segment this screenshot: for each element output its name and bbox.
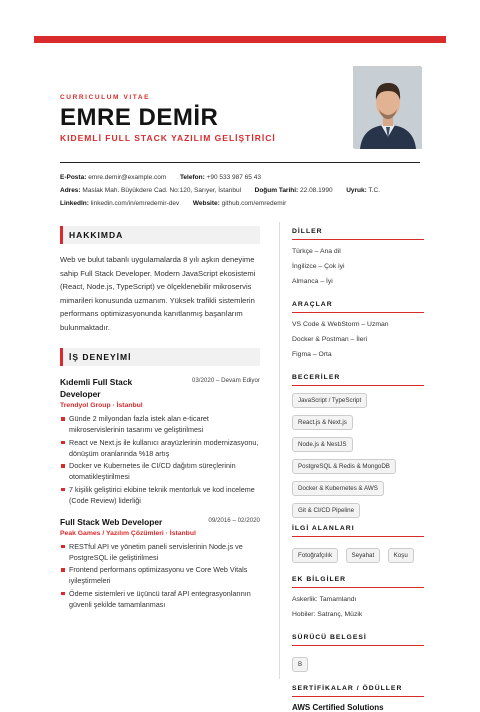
interests-list (292, 544, 424, 570)
phone-label: Telefon: (179, 174, 205, 181)
experience-heading: İŞ DENEYİMİ (60, 348, 260, 366)
nationality-value: T.C. (368, 187, 381, 194)
extra-heading: EK BİLGİLER (292, 576, 424, 588)
cert-item: AWS Certified Solutions (292, 703, 384, 712)
website-label: Website: (192, 200, 220, 207)
job-entry (60, 516, 260, 610)
certs-heading: SERTİFİKALAR / ÖDÜLLER (292, 685, 424, 697)
job-bullet: Günde 2 milyondan fazla istek alan e-ticaret mikroservislerinin tasarımı ve geliştirilmesi (60, 413, 260, 435)
job-role: KIDEMLİ FULL STACK YAZILIM GELİŞTİRİCİ (60, 133, 276, 143)
job-bullets (60, 541, 260, 610)
job-bullet: Frontend performans optimizasyonu ve Core Web Vitals iyileştirmeleri (60, 564, 260, 586)
job-entry (60, 376, 260, 506)
job-date: 03/2020 – Devam Ediyor (191, 377, 260, 384)
phone-value: +90 533 987 65 43 (206, 174, 261, 181)
cv-label: CURRICULUM VITAE (60, 94, 151, 101)
job-company: Peak Games / Yazılım Çözümleri · İstanbul (60, 529, 196, 537)
license-heading: SÜRÜCÜ BELGESİ (292, 634, 424, 646)
contact-info (60, 171, 430, 210)
birth-value: 22.08.1990 (300, 187, 333, 194)
job-bullet: RESTful API ve yönetim paneli servislerinin Node.js ve PostgreSQL ile geliştirilmesi (60, 541, 260, 563)
job-title: Full Stack Web Developer (60, 516, 163, 527)
sidebar-column (292, 228, 424, 712)
skill-tag: Docker & Kubernetes & AWS (292, 481, 384, 496)
tool-item: Figma – Orta (292, 351, 332, 358)
linkedin-label: LinkedIn: (60, 200, 89, 207)
cv-header (60, 94, 340, 143)
skill-tag: Git & CI/CD Pipeline (292, 503, 360, 518)
interest-tag: Seyahat (346, 548, 381, 563)
profile-photo (353, 66, 421, 148)
about-heading: HAKKIMDA (60, 226, 260, 244)
job-title: Kıdemli Full Stack Developer (60, 377, 133, 399)
language-item: Almanca – İyi (292, 278, 333, 285)
column-divider (279, 222, 280, 679)
languages-list (292, 244, 424, 289)
skill-tag: JavaScript / TypeScript (292, 393, 367, 408)
language-item: Türkçe – Ana dil (292, 248, 341, 255)
birth-label: Doğum Tarihi: (254, 187, 299, 194)
extra-item: Hobiler: Satranç, Müzik (292, 611, 363, 618)
extra-item: Askerlik: Tamamlandı (292, 596, 357, 603)
skills-heading: BECERİLER (292, 374, 424, 386)
interests-heading: İLGİ ALANLARI (292, 525, 424, 537)
job-bullet: Docker ve Kubernetes ile CI/CD dağıtım süreçlerinin otomatikleştirilmesi (60, 460, 260, 482)
interest-tag: Fotoğrafçılık (292, 548, 338, 563)
skill-tag: Node.js & NestJS (292, 437, 353, 452)
job-date: 09/2016 – 02/2020 (208, 516, 260, 524)
email-label: E-Posta: (60, 174, 87, 181)
person-photo-icon (354, 67, 422, 149)
skill-tag: PostgreSQL & Redis & MongoDB (292, 459, 396, 474)
job-bullets (60, 413, 260, 506)
email-value[interactable]: emre.demir@example.com (88, 174, 167, 181)
job-company: Trendyol Group · İstanbul (60, 402, 143, 409)
tool-item: Docker & Postman – İleri (292, 336, 368, 343)
address-label: Adres: (60, 187, 81, 194)
skill-tag: React.js & Next.js (292, 415, 353, 430)
job-bullet: Ödeme sistemleri ve üçüncü taraf API entegrasyonlarının güvenli şekilde tamamlanması (60, 588, 260, 610)
tool-item: VS Code & WebStorm – Uzman (292, 321, 389, 328)
license-tag: B (292, 657, 308, 672)
job-bullet: 7 kişilik geliştirici ekibine teknik mentorluk ve kod inceleme (Code Review) liderliği (60, 484, 260, 506)
person-name: EMRE DEMİR (60, 104, 219, 131)
extra-list (292, 592, 424, 622)
accent-bar (34, 36, 446, 43)
linkedin-link[interactable]: linkedin.com/in/emredemir-dev (90, 200, 180, 207)
tools-heading: ARAÇLAR (292, 301, 424, 313)
interest-tag: Koşu (388, 548, 414, 563)
main-column (60, 226, 260, 611)
languages-heading: DİLLER (292, 228, 424, 240)
license-list (292, 653, 424, 679)
language-item: İngilizce – Çok iyi (292, 263, 345, 270)
nationality-label: Uyruk: (346, 187, 367, 194)
header-divider (60, 162, 420, 163)
about-text: Web ve bulut tabanlı uygulamalarda 8 yılı aşkın deneyime sahip Full Stack Developer. Modern JavaScript ekosistemi (React, Node.js, TypeScript) ve ölçeklenebilir mikroservis mimarileri konusunda uzmanım. Yüksek trafikli sistemlerin performans optimizasyonunda kanıtlanmış başarılarım bulunmaktadır. (60, 255, 256, 332)
tools-list (292, 317, 424, 362)
website-link[interactable]: github.com/emredemir (221, 200, 287, 207)
skills-list (292, 393, 424, 518)
job-bullet: React ve Next.js ile kullanıcı arayüzlerinin modernizasyonu, dönüşüm oranlarında %18 artış (60, 437, 260, 459)
address-value: Maslak Mah. Büyükdere Cad. No:120, Sarıyer, İstanbul (82, 187, 242, 194)
